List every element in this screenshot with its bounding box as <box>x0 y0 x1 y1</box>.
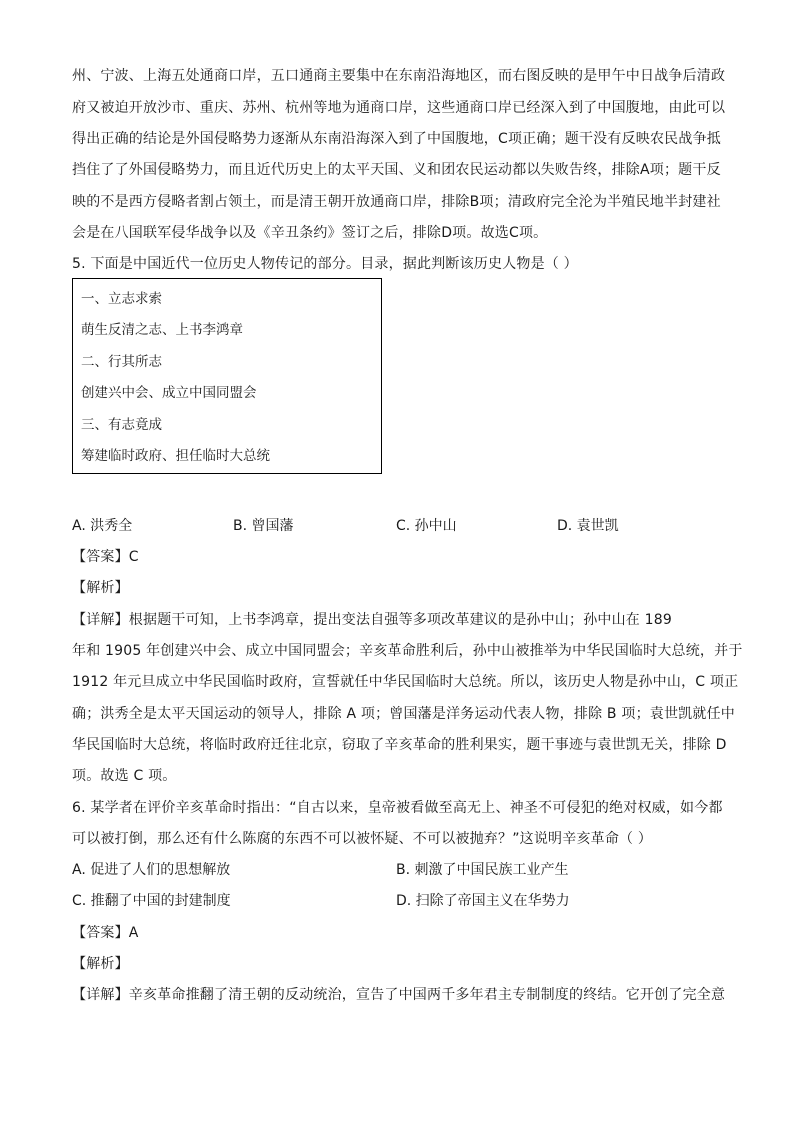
q6-option-c: C. 推翻了中国的封建制度 <box>72 893 231 909</box>
q6-detail-line-1: 【详解】辛亥革命推翻了清王朝的反动统治，宣告了中国两千多年君主专制制度的终结。它开创了完全意 <box>72 987 726 1003</box>
toc-line: 筹建临时政府、担任临时大总统 <box>81 448 270 464</box>
q5-answer: 【答案】C <box>72 549 139 565</box>
q5-option-c: C. 孙中山 <box>396 518 457 534</box>
q5-option-a: A. 洪秀全 <box>72 518 133 534</box>
prev-explanation-line-6: 会是在八国联军侵华战争以及《辛丑条约》签订之后，排除D项。故选C项。 <box>72 225 548 241</box>
q5-detail-line-1: 【详解】根据题干可知，上书李鸿章，提出变法自强等多项改革建议的是孙中山；孙中山在 189 <box>72 612 672 628</box>
q5-option-b: B. 曾国藩 <box>233 518 294 534</box>
toc-line: 创建兴中会、成立中国同盟会 <box>81 385 257 401</box>
toc-line: 三、有志竟成 <box>81 417 162 433</box>
toc-line: 一、立志求索 <box>81 291 162 307</box>
q5-detail-line-3: 1912 年元旦成立中华民国临时政府，宣誓就任中华民国临时大总统。所以，该历史人物是孙中山，C 项正 <box>72 674 739 690</box>
q5-analysis-heading: 【解析】 <box>72 580 129 596</box>
q6-stem-line-1: 6. 某学者在评价辛亥革命时指出：“自古以来，皇帝被看做至高无上、神圣不可侵犯的绝对权威，如今都 <box>72 800 723 816</box>
q6-answer: 【答案】A <box>72 925 139 941</box>
q6-option-b: B. 刺激了中国民族工业产生 <box>396 862 569 878</box>
q6-analysis-heading: 【解析】 <box>72 956 129 972</box>
q6-option-a: A. 促进了人们的思想解放 <box>72 862 231 878</box>
prev-explanation-line-4: 挡住了了外国侵略势力，而且近代历史上的太平天国、义和团农民运动都以失败告终，排除A项；题干反 <box>72 162 721 178</box>
q5-detail-line-4: 确；洪秀全是太平天国运动的领导人，排除 A 项；曾国藩是洋务运动代表人物，排除 B 项；袁世凯就任中 <box>72 706 735 722</box>
prev-explanation-line-1: 州、宁波、上海五处通商口岸，五口通商主要集中在东南沿海地区，而右图反映的是甲午中日战争后清政 <box>72 68 726 84</box>
q6-stem-line-2: 可以被打倒，那么还有什么陈腐的东西不可以被怀疑、不可以被抛弃？”这说明辛亥革命（ ） <box>72 831 653 847</box>
prev-explanation-line-3: 得出正确的结论是外国侵略势力逐渐从东南沿海深入到了中国腹地，C项正确；题干没有反映农民战争抵 <box>72 131 721 147</box>
q5-detail-line-2: 年和 1905 年创建兴中会、成立中国同盟会；辛亥革命胜利后，孙中山被推举为中华民国临时大总统，并于 <box>72 643 743 659</box>
toc-line: 萌生反清之志、上书李鸿章 <box>81 322 243 338</box>
q6-option-d: D. 扫除了帝国主义在华势力 <box>396 893 570 909</box>
prev-explanation-line-2: 府又被迫开放沙市、重庆、苏州、杭州等地为通商口岸，这些通商口岸已经深入到了中国腹地，由此可以 <box>72 100 726 116</box>
prev-explanation-line-5: 映的不是西方侵略者割占领土，而是清王朝开放通商口岸，排除B项；清政府完全沦为半殖民地半封建社 <box>72 194 721 210</box>
q5-stem: 5. 下面是中国近代一位历史人物传记的部分。目录，据此判断该历史人物是（ ） <box>72 256 578 272</box>
q5-table-of-contents-box <box>72 278 382 474</box>
q5-detail-line-5: 华民国临时大总统，将临时政府迁往北京，窃取了辛亥革命的胜利果实，题干事迹与袁世凯无关，排除 D <box>72 737 727 753</box>
toc-line: 二、行其所志 <box>81 354 162 370</box>
q5-option-d: D. 袁世凯 <box>557 518 619 534</box>
q5-detail-line-6: 项。故选 C 项。 <box>72 768 177 784</box>
